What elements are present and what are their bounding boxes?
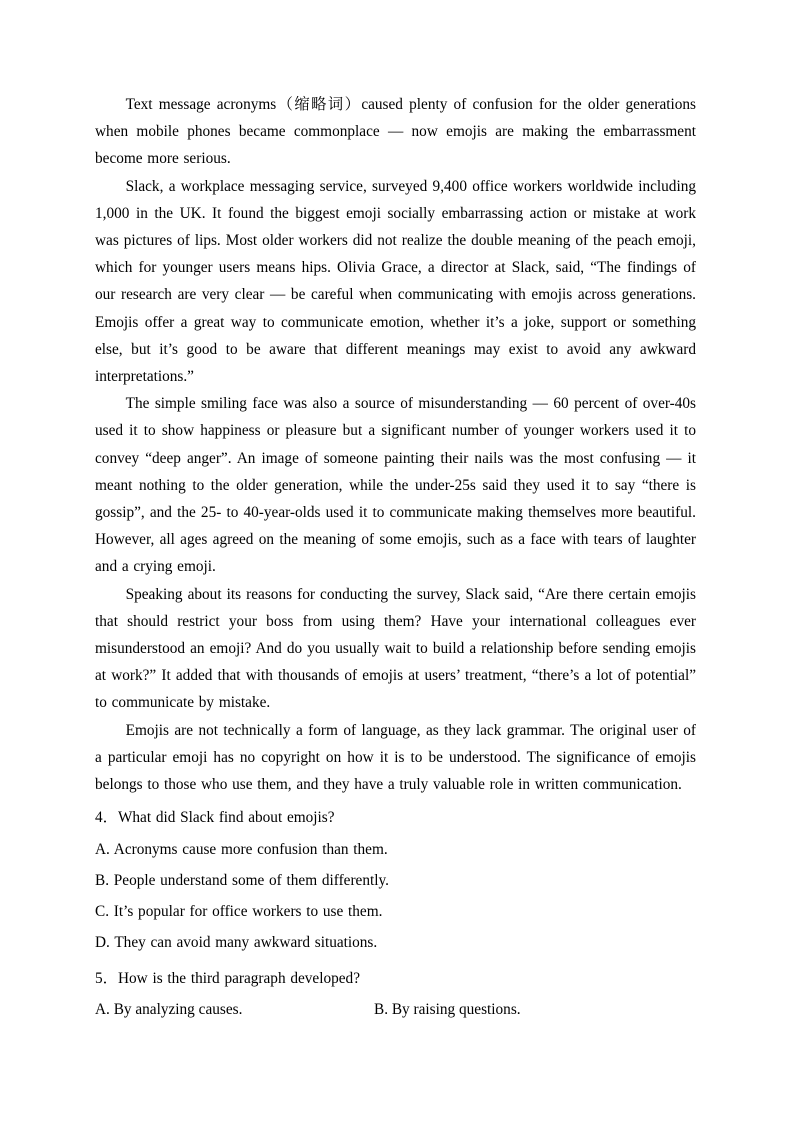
paragraph-3: The simple smiling face was also a source of misunderstanding — 60 percent of over-40s used it to show happiness or pleasure but a significant number of younger workers used it to convey “deep anger”. An image of someone painting their nails was the most confusing — it meant nothing to the older generation, while the under-25s said they used it to say “there is gossip”, and the 25- to 40-year-olds used it to communicate making themselves more beautiful. However, all ages agreed on the meaning of some emojis, such as a face with tears of laughter and a crying emoji. — [95, 395, 696, 576]
question-5-number: 5． — [95, 969, 118, 987]
question-4-option-a[interactable]: A. Acronyms cause more confusion than them. — [95, 840, 388, 858]
question-5-options-row — [95, 994, 696, 1025]
paragraph-1: Text message acronyms（缩略词）caused plenty of confusion for the older generations when mobile phones became commonplace — now emojis are making the embarrassment become more serious. — [95, 96, 696, 168]
page-content — [95, 91, 696, 1025]
question-4-stem — [95, 802, 696, 833]
question-4-text: What did Slack find about emojis? — [117, 809, 335, 827]
question-5-option-b[interactable]: B. By raising questions. — [374, 1001, 521, 1019]
question-5-stem — [95, 963, 696, 994]
question-4-option-c[interactable]: C. It’s popular for office workers to use them. — [95, 903, 383, 921]
question-4-option-b[interactable]: B. People understand some of them differently. — [95, 871, 389, 889]
question-block-5 — [95, 963, 696, 1026]
question-4-option-d[interactable]: D. They can avoid many awkward situations. — [95, 934, 378, 952]
question-block-4 — [95, 802, 696, 958]
question-4-number: 4． — [95, 809, 118, 827]
question-5-option-a[interactable]: A. By analyzing causes. — [95, 1001, 243, 1019]
paragraph-5: Emojis are not technically a form of language, as they lack grammar. The original user of a particular emoji has no copyright on how it is to be understood. The significance of emojis belongs to those who use them, and they have a truly valuable role in written communication. — [95, 721, 696, 794]
paragraph-2: Slack, a workplace messaging service, surveyed 9,400 office workers worldwide including 1,000 in the UK. It found the biggest emoji socially embarrassing action or mistake at work was pictures of lips. Most older workers did not realize the double meaning of the peach emoji, which for younger users means hips. Olivia Grace, a director at Slack, said, “The findings of our research are very clear — be careful when communicating with emojis across generations. Emojis offer a great way to communicate emotion, whether it’s a joke, support or something else, but it’s good to be aware that different meanings may exist to avoid any awkward interpretations.” — [95, 177, 696, 386]
paragraph-4: Speaking about its reasons for conducting the survey, Slack said, “Are there certain emojis that should restrict your boss from using them? Have your international colleagues ever misunderstood an emoji? And do you usually wait to build a relationship before sending emojis at work?” It added that with thousands of emojis at users’ treatment, “there’s a lot of potential” to communicate by mistake. — [95, 585, 696, 712]
question-5-text: How is the third paragraph developed? — [117, 969, 360, 987]
